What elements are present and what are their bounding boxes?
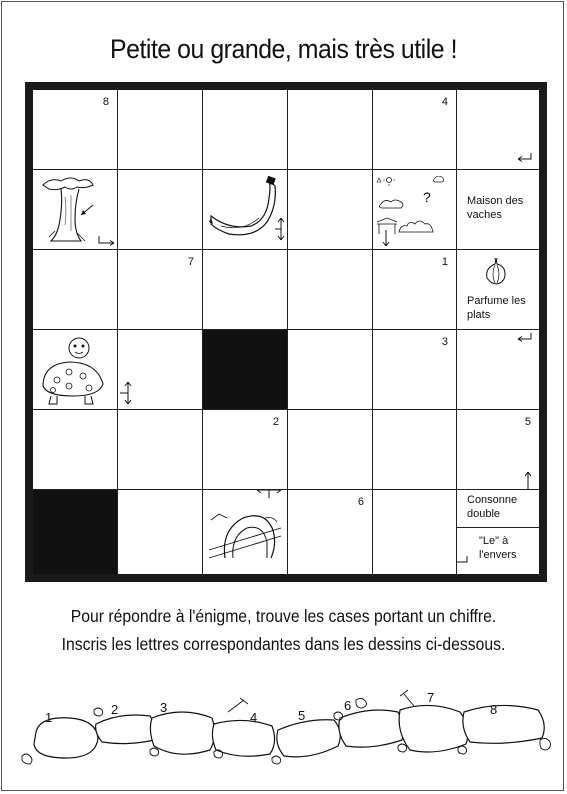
sausage-1 <box>34 718 98 758</box>
black-cell <box>33 490 118 574</box>
cell-r2c1[interactable] <box>118 250 203 330</box>
sausage-4 <box>212 720 274 756</box>
arrow-down-right-icon <box>97 236 117 248</box>
cell-r2c4[interactable] <box>373 250 457 330</box>
cell-r0c1[interactable] <box>118 90 203 170</box>
cell-r4c2[interactable] <box>203 410 288 490</box>
cell-r0c4[interactable] <box>373 90 457 170</box>
arrow-left-down-icon <box>515 152 535 166</box>
cell-r4c5[interactable] <box>457 410 539 490</box>
cell-number: 2 <box>272 416 279 428</box>
instruction-line-2: Inscris les lettres correspondantes dans les dessins ci-dessous. <box>61 634 506 654</box>
cell-r4c0[interactable] <box>33 410 118 490</box>
cell-number: 3 <box>441 336 448 348</box>
instruction-line-1: Pour répondre à l'énigme, trouve les cases portant un chiffre. <box>70 606 497 626</box>
arrow-left-icon <box>457 556 471 568</box>
cell-r0c5[interactable] <box>457 90 539 170</box>
arrow-up-icon <box>523 470 533 490</box>
cell-r1c4 <box>373 170 457 250</box>
chain-label-2: 2 <box>111 702 119 717</box>
chain-label-1: 1 <box>45 710 53 725</box>
tunnel-icon <box>207 500 283 566</box>
cell-r0c3[interactable] <box>288 90 373 170</box>
cell-r5c2 <box>203 490 288 574</box>
cell-r2c0[interactable] <box>33 250 118 330</box>
cell-r1c0 <box>33 170 118 250</box>
cell-r3c5[interactable] <box>457 330 539 410</box>
cell-r5c3[interactable] <box>288 490 373 574</box>
sausage-7 <box>399 705 468 752</box>
black-cell <box>203 330 288 410</box>
clue-cell-consonne-le <box>457 490 539 574</box>
cell-number: 7 <box>187 256 194 268</box>
chain-label-3: 3 <box>160 700 168 715</box>
sausage-2 <box>96 715 156 744</box>
arrow-left-right-icon <box>255 490 283 500</box>
clue-divider <box>457 527 539 528</box>
sausage-8 <box>463 705 544 743</box>
cell-number: 6 <box>357 496 364 508</box>
crossword-frame <box>25 82 547 582</box>
cell-number: 8 <box>102 96 109 108</box>
sausage-5 <box>277 720 340 757</box>
cell-r1c3[interactable] <box>288 170 373 250</box>
crossword-grid <box>33 90 539 574</box>
arrow-down-icon <box>381 230 391 248</box>
cell-r1c1[interactable] <box>118 170 203 250</box>
cell-r4c1[interactable] <box>118 410 203 490</box>
chain-label-8: 8 <box>490 702 498 717</box>
sausage-3 <box>150 712 214 754</box>
cell-number: 1 <box>441 256 448 268</box>
arrow-up-down-icon <box>275 216 287 242</box>
arrow-left-down-icon <box>515 332 535 346</box>
sausage-6 <box>339 710 403 747</box>
cell-r4c3[interactable] <box>288 410 373 490</box>
cell-r2c2[interactable] <box>203 250 288 330</box>
cell-r1c2 <box>203 170 288 250</box>
arrow-up-down-icon <box>120 380 134 406</box>
cell-r3c0 <box>33 330 118 410</box>
cell-number: 4 <box>441 96 448 108</box>
sausage-chain-drawing <box>0 680 567 780</box>
turtle-icon <box>39 336 113 408</box>
cell-r0c2[interactable] <box>203 90 288 170</box>
clue-cell-parfume <box>457 250 539 330</box>
clue-consonne: Consonne double <box>467 494 518 520</box>
cell-r3c3[interactable] <box>288 330 373 410</box>
clue-parfume: Parfume les plats <box>467 295 526 321</box>
cell-r2c3[interactable] <box>288 250 373 330</box>
cell-r0c0[interactable] <box>33 90 118 170</box>
clue-cell-maison <box>457 170 539 250</box>
chain-label-7: 7 <box>427 690 435 705</box>
cell-r3c1[interactable] <box>118 330 203 410</box>
cell-r5c1[interactable] <box>118 490 203 574</box>
chain-label-5: 5 <box>298 708 306 723</box>
page-title: Petite ou grande, mais très utile ! <box>109 34 458 64</box>
chain-label-6: 6 <box>344 698 352 713</box>
cell-r4c4[interactable] <box>373 410 457 490</box>
svg-text:?: ? <box>423 189 431 205</box>
cell-number: 5 <box>524 416 531 428</box>
cell-r5c4[interactable] <box>373 490 457 574</box>
cell-r3c4[interactable] <box>373 330 457 410</box>
chain-label-4: 4 <box>250 710 258 725</box>
clue-maison: Maison des vaches <box>467 195 524 221</box>
clue-le: "Le" à l'envers <box>479 535 517 561</box>
garlic-icon <box>483 256 509 286</box>
